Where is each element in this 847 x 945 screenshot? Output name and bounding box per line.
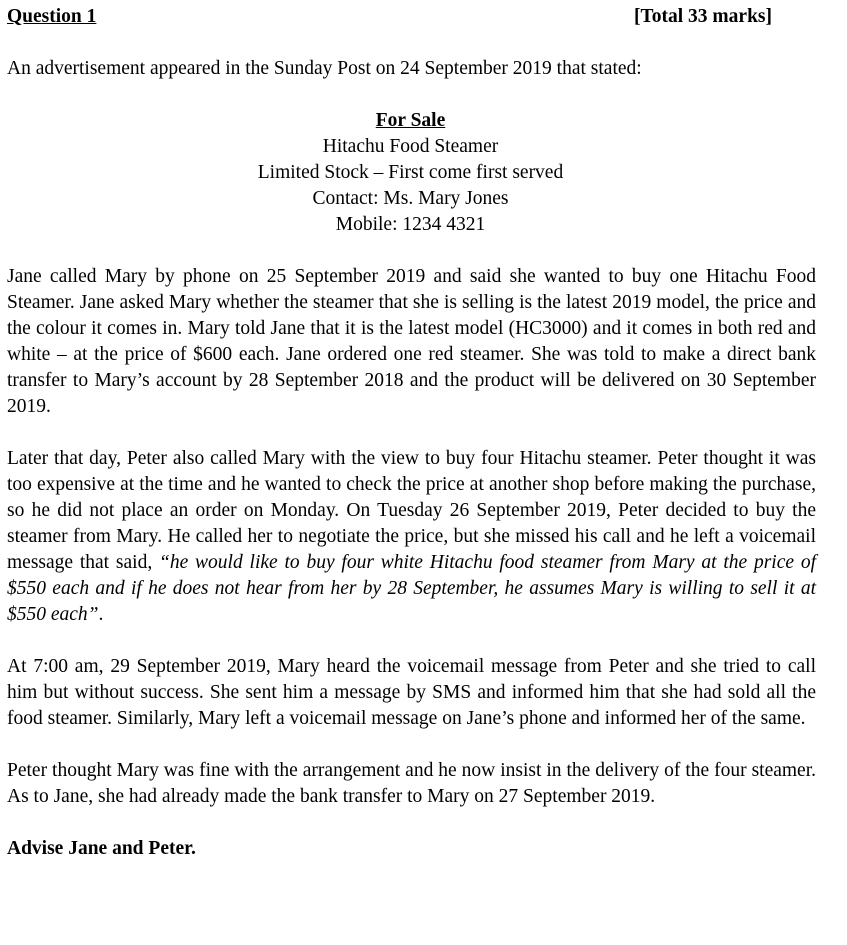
question-header [7,4,816,30]
ad-title: For Sale [375,110,446,131]
ad-product: Hitachu Food Steamer [322,136,499,157]
advertisement-block [7,108,816,238]
voicemail-quote: “he would like to buy four white Hitachu food steamer from Mary at the price of $550 each and if he does not hear from her by 28 September, he assumes Mary is willing to sell it at $550 each” [7,552,816,625]
paragraph-mary-response: At 7:00 am, 29 September 2019, Mary heard the voicemail message from Peter and she tried to call him but without success. She sent him a message by SMS and informed him that she had sold all the food steamer. Similarly, Mary left a voicemail message on Jane’s phone and informed her of the same. [7,656,816,729]
paragraph-outcome: Peter thought Mary was fine with the arrangement and he now insist in the delivery of the four steamer. As to Jane, she had already made the bank transfer to Mary on 27 September 2019. [7,760,816,807]
ad-stock: Limited Stock – First come first served [257,162,564,183]
paragraph-peter-end: . [98,604,104,625]
ad-contact: Contact: Ms. Mary Jones [312,188,509,209]
paragraph-peter [7,446,816,628]
intro-text: An advertisement appeared in the Sunday Post on 24 September 2019 that stated: [7,58,642,79]
instruction-text: Advise Jane and Peter. [7,838,196,859]
total-marks: [Total 33 marks] [634,6,772,27]
paragraph-jane: Jane called Mary by phone on 25 September 2019 and said she wanted to buy one Hitachu Food Steamer. Jane asked Mary whether the steamer that she is selling is the latest 2019 model, the price and the colour it comes in. Mary told Jane that it is the latest model (HC3000) and it comes in both red and white – at the price of $600 each. Jane ordered one red steamer. She was told to make a direct bank transfer to Mary’s account by 28 September 2018 and the product will be delivered on 30 September 2019. [7,266,816,417]
paragraph-peter-text: Later that day, Peter also called Mary with the view to buy four Hitachu steamer. Peter thought it was too expensive at the time and he wanted to check the price at another shop before making the purchase, so he did not place an order on Monday. On Tuesday 26 September 2019, Peter decided to buy the steamer from Mary. He called her to negotiate the price, but she missed his call and he left a voicemail message that said, [7,448,816,573]
question-document [7,4,816,862]
ad-mobile: Mobile: 1234 4321 [335,214,486,235]
question-label: Question 1 [7,6,97,27]
